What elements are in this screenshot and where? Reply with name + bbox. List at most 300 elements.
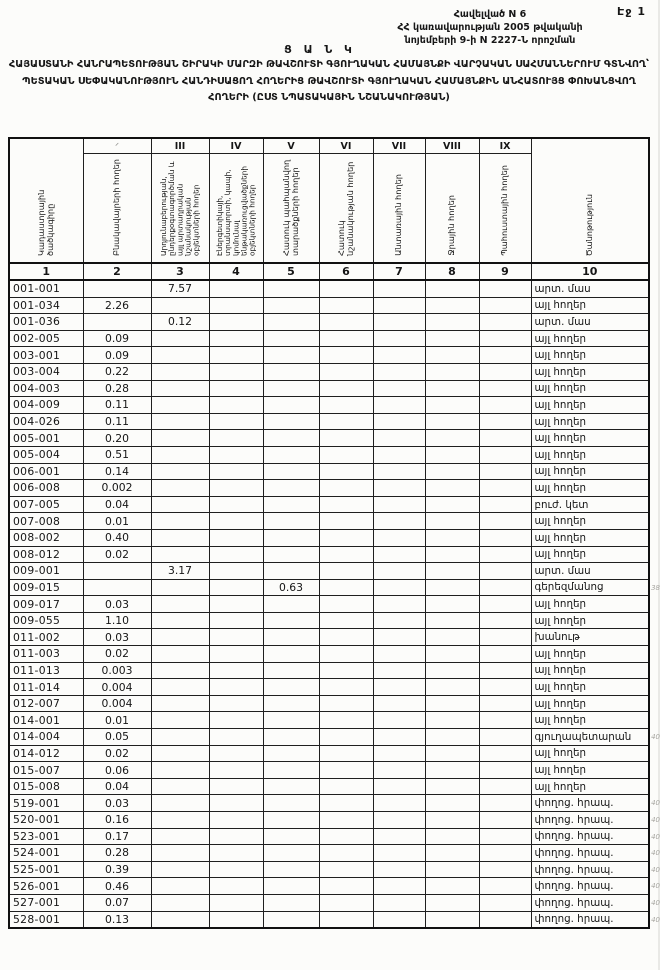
header-label: Էներգետիկայի, տրանսպորտի, կապի, կոմունալ ենթակառուցվածքների օբյեկտների հողեր [214, 165, 257, 256]
cell-industrial-area [151, 629, 209, 646]
cell-cadastral-code: 524-001 [9, 845, 83, 862]
cell-cadastral-code: 519-001 [9, 795, 83, 812]
cell-forest-area [373, 878, 425, 895]
cell-water-area [425, 878, 479, 895]
cell-cadastral-code: 009-017 [9, 596, 83, 613]
cell-note: այլ հողեր [531, 546, 649, 563]
cell-energy-area [209, 546, 263, 563]
cell-water-area [425, 778, 479, 795]
cell-special-area [319, 563, 373, 580]
cell-reserve-area [479, 695, 531, 712]
cell-cadastral-code: 009-015 [9, 579, 83, 596]
cell-water-area [425, 695, 479, 712]
cell-energy-area [209, 297, 263, 314]
smudge-mark: ⸍ [115, 142, 119, 150]
table-row [9, 297, 649, 314]
cell-protected-area [263, 413, 319, 430]
cell-water-area [425, 729, 479, 746]
cell-special-area [319, 297, 373, 314]
cell-residential-area: 0.09 [83, 347, 151, 364]
cell-industrial-area [151, 297, 209, 314]
cell-residential-area: 0.17 [83, 828, 151, 845]
cell-energy-area [209, 397, 263, 414]
table-row [9, 314, 649, 331]
cell-water-area [425, 662, 479, 679]
cell-special-area [319, 330, 373, 347]
cell-energy-area [209, 446, 263, 463]
cell-note: այլ հողեր [531, 646, 649, 663]
cell-residential-area [83, 563, 151, 580]
cell-energy-area [209, 513, 263, 530]
cell-energy-area [209, 712, 263, 729]
cell-protected-area [263, 894, 319, 911]
cell-industrial-area [151, 446, 209, 463]
cell-energy-area [209, 911, 263, 928]
cell-residential-area: 0.03 [83, 596, 151, 613]
table-row [9, 546, 649, 563]
column-number: 5 [263, 263, 319, 280]
column-number: 3 [151, 263, 209, 280]
table-row [9, 280, 649, 297]
cell-energy-area [209, 778, 263, 795]
cell-forest-area [373, 679, 425, 696]
cell-reserve-area [479, 646, 531, 663]
handwritten-margin-mark: 40 [651, 832, 660, 841]
cell-forest-area [373, 745, 425, 762]
cell-special-area [319, 347, 373, 364]
cell-energy-area [209, 894, 263, 911]
cell-reserve-area [479, 314, 531, 331]
cell-forest-area [373, 380, 425, 397]
cell-special-area [319, 845, 373, 862]
cell-special-area [319, 314, 373, 331]
cell-energy-area [209, 612, 263, 629]
cell-industrial-area [151, 861, 209, 878]
cell-water-area [425, 363, 479, 380]
cell-forest-area [373, 397, 425, 414]
cell-industrial-area [151, 894, 209, 911]
cell-energy-area [209, 413, 263, 430]
cell-residential-area: 0.02 [83, 546, 151, 563]
cell-forest-area [373, 662, 425, 679]
cell-note: փողոց. հրապ. 40 [531, 795, 649, 812]
cell-residential-area: 2.26 [83, 297, 151, 314]
cell-note: արտ. մաս [531, 563, 649, 580]
cell-reserve-area [479, 380, 531, 397]
cell-industrial-area [151, 380, 209, 397]
cell-special-area [319, 646, 373, 663]
header-label: Կադաստրային ծածկագիրը [36, 189, 56, 256]
cell-reserve-area [479, 861, 531, 878]
cell-protected-area [263, 629, 319, 646]
cell-energy-area [209, 695, 263, 712]
cell-residential-area: 0.14 [83, 463, 151, 480]
cell-cadastral-code: 520-001 [9, 812, 83, 829]
table-row [9, 861, 649, 878]
cell-special-area [319, 695, 373, 712]
cell-note: այլ հողեր [531, 529, 649, 546]
appendix-line: նոյեմբերի 9-ի N 2227-Ն որոշման [404, 35, 576, 46]
cell-industrial-area [151, 529, 209, 546]
cell-note: այլ հողեր [531, 380, 649, 397]
cell-reserve-area [479, 762, 531, 779]
cell-reserve-area [479, 280, 531, 297]
handwritten-margin-mark: 40 [651, 849, 660, 858]
cell-protected-area [263, 363, 319, 380]
cell-note: այլ հողեր [531, 778, 649, 795]
cell-cadastral-code: 006-008 [9, 480, 83, 497]
roman-cell: IV [209, 138, 263, 154]
cell-energy-area [209, 662, 263, 679]
cell-special-area [319, 729, 373, 746]
roman-cell: VI [319, 138, 373, 154]
table-row [9, 911, 649, 928]
cell-protected-area [263, 314, 319, 331]
roman-cell: VIII [425, 138, 479, 154]
cell-residential-area: 0.004 [83, 679, 151, 696]
cell-cadastral-code: 005-004 [9, 446, 83, 463]
cell-cadastral-code: 011-003 [9, 646, 83, 663]
cell-forest-area [373, 894, 425, 911]
header-special-purpose-lands [319, 154, 373, 264]
cell-water-area [425, 629, 479, 646]
document-title: ՀԱՅԱՍՏԱՆԻ ՀԱՆՐԱՊԵՏՈՒԹՅԱՆ ՇԻՐԱԿԻ ՄԱՐԶԻ ԹԱՎՇՈՒՏԻ ԳՅՈՒՂԱԿԱՆ ՀԱՄԱՅՆՔԻ ՎԱՐՉԱԿԱՆ ՍԱՀՄԱՆՆԵՐՈՒՄ ԳՏՆՎՈՂ՝ ՊԵՏԱԿԱՆ ՍԵՓԱԿԱՆՈՒԹՅՈՒՆ ՀԱՆԴԻՍԱՑՈՂ ՀՈՂԵՐԻՑ ԹԱՎՇՈՒՏԻ ԳՅՈՒՂԱԿԱՆ ՀԱՄԱՅՆՔԻՆ ԱՆՀԱՏՈՒՅՑ ՓՈԽԱՆՑՎՈՂ ՀՈՂԵՐԻ (ԸՍՏ ՆՊԱՏԱԿԱՅԻՆ ՆՇԱՆԱԿՈՒԹՅԱՆ) [8, 59, 650, 103]
cell-industrial-area [151, 612, 209, 629]
cell-reserve-area [479, 480, 531, 497]
cell-reserve-area [479, 629, 531, 646]
cell-industrial-area [151, 762, 209, 779]
cell-note: այլ հողեր [531, 397, 649, 414]
cell-residential-area: 0.06 [83, 762, 151, 779]
cell-water-area [425, 529, 479, 546]
cell-forest-area [373, 828, 425, 845]
cell-residential-area: 0.003 [83, 662, 151, 679]
table-row [9, 828, 649, 845]
table-row [9, 596, 649, 613]
cell-forest-area [373, 496, 425, 513]
cell-industrial-area: 7.57 [151, 280, 209, 297]
cell-protected-area [263, 745, 319, 762]
cell-note: արտ. մաս [531, 280, 649, 297]
header-label: Հատուկ պահպանվող տարածքների հողեր [280, 159, 300, 256]
cell-note: փողոց. հրապ. 40 [531, 894, 649, 911]
header-label: Անտառային հողեր [393, 174, 404, 256]
handwritten-margin-mark: 40 [651, 733, 660, 742]
cell-note: խանութ [531, 629, 649, 646]
cell-special-area [319, 413, 373, 430]
cell-industrial-area [151, 413, 209, 430]
cell-cadastral-code: 001-001 [9, 280, 83, 297]
cell-special-area [319, 894, 373, 911]
cell-water-area [425, 513, 479, 530]
cell-protected-area [263, 563, 319, 580]
cell-note: այլ հողեր [531, 695, 649, 712]
cell-industrial-area [151, 745, 209, 762]
cell-water-area [425, 596, 479, 613]
cell-note: այլ հողեր [531, 612, 649, 629]
cell-energy-area [209, 280, 263, 297]
cell-residential-area: 0.02 [83, 745, 151, 762]
table-row [9, 629, 649, 646]
cell-industrial-area [151, 878, 209, 895]
cell-reserve-area [479, 596, 531, 613]
cell-protected-area [263, 828, 319, 845]
cell-note: այլ հողեր [531, 430, 649, 447]
cell-cadastral-code: 008-012 [9, 546, 83, 563]
cell-cadastral-code: 003-004 [9, 363, 83, 380]
cell-water-area [425, 546, 479, 563]
table-row [9, 878, 649, 895]
cell-reserve-area [479, 812, 531, 829]
cell-residential-area: 0.11 [83, 397, 151, 414]
column-number: 10 [531, 263, 649, 280]
table-row [9, 480, 649, 497]
cell-industrial-area [151, 430, 209, 447]
cell-reserve-area [479, 579, 531, 596]
cell-reserve-area [479, 778, 531, 795]
cell-forest-area [373, 347, 425, 364]
cell-energy-area [209, 828, 263, 845]
cell-energy-area [209, 745, 263, 762]
cell-energy-area [209, 430, 263, 447]
cell-note: այլ հողեր [531, 480, 649, 497]
roman-cell: VII [373, 138, 425, 154]
header-forest-lands [373, 154, 425, 264]
cell-special-area [319, 762, 373, 779]
cell-protected-area [263, 596, 319, 613]
cell-water-area [425, 579, 479, 596]
cell-residential-area [83, 280, 151, 297]
table-row [9, 729, 649, 746]
column-number-row [9, 263, 649, 280]
table-row [9, 397, 649, 414]
header-water-lands [425, 154, 479, 264]
cell-industrial-area [151, 845, 209, 862]
cell-special-area [319, 579, 373, 596]
cell-protected-area [263, 546, 319, 563]
cell-cadastral-code: 009-055 [9, 612, 83, 629]
handwritten-margin-mark: 40 [651, 915, 660, 924]
cell-forest-area [373, 612, 425, 629]
cell-industrial-area [151, 347, 209, 364]
cell-note: փողոց. հրապ. 40 [531, 861, 649, 878]
cell-forest-area [373, 579, 425, 596]
cell-note: փողոց. հրապ. 40 [531, 812, 649, 829]
cell-cadastral-code: 014-012 [9, 745, 83, 762]
cell-reserve-area [479, 430, 531, 447]
cell-residential-area: 0.07 [83, 894, 151, 911]
cell-cadastral-code: 004-026 [9, 413, 83, 430]
cell-cadastral-code: 014-004 [9, 729, 83, 746]
cell-special-area [319, 679, 373, 696]
table-body [9, 280, 660, 928]
cell-protected-area [263, 845, 319, 862]
cell-water-area [425, 463, 479, 480]
cell-cadastral-code: 006-001 [9, 463, 83, 480]
header-label: Պահուստային հողեր [499, 165, 510, 256]
cell-protected-area [263, 612, 319, 629]
cell-note: արտ. մաս [531, 314, 649, 331]
cell-water-area [425, 413, 479, 430]
cell-protected-area [263, 430, 319, 447]
cell-protected-area [263, 778, 319, 795]
cell-note: այլ հողեր [531, 363, 649, 380]
cell-cadastral-code: 012-007 [9, 695, 83, 712]
cell-protected-area [263, 397, 319, 414]
cell-note: բուժ. կետ [531, 496, 649, 513]
cell-cadastral-code: 001-036 [9, 314, 83, 331]
cell-note: փողոց. հրապ. 40 [531, 845, 649, 862]
cell-forest-area [373, 762, 425, 779]
header-reserve-lands [479, 154, 531, 264]
roman-cell: V [263, 138, 319, 154]
header-industrial-lands [151, 154, 209, 264]
cell-special-area [319, 546, 373, 563]
cell-protected-area [263, 347, 319, 364]
cell-residential-area: 0.002 [83, 480, 151, 497]
cell-note: գերեզմանոց 38 [531, 579, 649, 596]
cell-cadastral-code: 009-001 [9, 563, 83, 580]
cell-forest-area [373, 446, 425, 463]
cell-note: այլ հողեր [531, 712, 649, 729]
cell-industrial-area [151, 812, 209, 829]
cell-energy-area [209, 563, 263, 580]
cell-forest-area [373, 280, 425, 297]
cell-residential-area: 0.20 [83, 430, 151, 447]
column-number: 6 [319, 263, 373, 280]
cell-protected-area [263, 330, 319, 347]
cell-industrial-area [151, 513, 209, 530]
header-label: Արդյունաբերության, ընդերքօգտագործման և այլ արտադրական նշանակության օբյեկտների հողեր [158, 161, 201, 256]
cell-cadastral-code: 523-001 [9, 828, 83, 845]
cell-residential-area: 0.13 [83, 911, 151, 928]
cell-cadastral-code: 008-002 [9, 529, 83, 546]
table-row [9, 446, 649, 463]
cell-special-area [319, 446, 373, 463]
cell-special-area [319, 363, 373, 380]
cell-industrial-area [151, 363, 209, 380]
cell-industrial-area [151, 911, 209, 928]
cell-water-area [425, 795, 479, 812]
cell-forest-area [373, 363, 425, 380]
cell-energy-area [209, 729, 263, 746]
cell-protected-area [263, 762, 319, 779]
cell-forest-area [373, 529, 425, 546]
cell-note: այլ հողեր [531, 745, 649, 762]
cell-reserve-area [479, 845, 531, 862]
cell-forest-area [373, 712, 425, 729]
cell-cadastral-code: 528-001 [9, 911, 83, 928]
cell-protected-area [263, 529, 319, 546]
cell-energy-area [209, 347, 263, 364]
cell-note: այլ հողեր [531, 446, 649, 463]
cell-special-area [319, 280, 373, 297]
table-row [9, 745, 649, 762]
cell-reserve-area [479, 347, 531, 364]
cell-forest-area [373, 413, 425, 430]
table-row [9, 347, 649, 364]
cell-water-area [425, 430, 479, 447]
cell-special-area [319, 828, 373, 845]
cell-special-area [319, 430, 373, 447]
cell-special-area [319, 463, 373, 480]
table-row [9, 845, 649, 862]
cell-energy-area [209, 363, 263, 380]
roman-cell: IX [479, 138, 531, 154]
cell-water-area [425, 496, 479, 513]
cell-residential-area: 0.39 [83, 861, 151, 878]
cell-industrial-area: 3.17 [151, 563, 209, 580]
handwritten-margin-mark: 40 [651, 882, 660, 891]
cell-special-area [319, 513, 373, 530]
cell-industrial-area [151, 330, 209, 347]
table-row [9, 513, 649, 530]
cell-industrial-area [151, 463, 209, 480]
cell-energy-area [209, 878, 263, 895]
cell-industrial-area [151, 579, 209, 596]
cell-energy-area [209, 529, 263, 546]
cell-energy-area [209, 762, 263, 779]
cell-residential-area: 0.46 [83, 878, 151, 895]
cell-water-area [425, 314, 479, 331]
cell-water-area [425, 845, 479, 862]
cell-cadastral-code: 011-014 [9, 679, 83, 696]
cell-reserve-area [479, 828, 531, 845]
cell-reserve-area [479, 463, 531, 480]
handwritten-margin-mark: 40 [651, 865, 660, 874]
cell-cadastral-code: 525-001 [9, 861, 83, 878]
cell-protected-area [263, 446, 319, 463]
page-number-label: Էջ 1 [617, 5, 646, 18]
cell-reserve-area [479, 679, 531, 696]
cell-energy-area [209, 380, 263, 397]
cell-reserve-area [479, 894, 531, 911]
cell-note: այլ հողեր [531, 330, 649, 347]
handwritten-margin-mark: 40 [651, 898, 660, 907]
cell-industrial-area: 0.12 [151, 314, 209, 331]
cell-reserve-area [479, 529, 531, 546]
table-row [9, 712, 649, 729]
header-protected-lands [263, 154, 319, 264]
cell-residential-area: 0.02 [83, 646, 151, 663]
table-row [9, 679, 649, 696]
cell-industrial-area [151, 662, 209, 679]
cell-note: փողոց. հրապ. 40 [531, 828, 649, 845]
cell-reserve-area [479, 563, 531, 580]
cell-forest-area [373, 695, 425, 712]
handwritten-margin-mark: 40 [651, 816, 660, 824]
cell-water-area [425, 828, 479, 845]
cell-forest-area [373, 480, 425, 497]
cell-residential-area: 0.05 [83, 729, 151, 746]
table-row [9, 380, 649, 397]
cell-residential-area [83, 314, 151, 331]
cell-forest-area [373, 430, 425, 447]
cell-forest-area [373, 463, 425, 480]
cell-residential-area: 0.004 [83, 695, 151, 712]
cell-residential-area: 0.22 [83, 363, 151, 380]
cell-special-area [319, 662, 373, 679]
cell-special-area [319, 812, 373, 829]
cell-protected-area [263, 463, 319, 480]
cell-protected-area [263, 695, 319, 712]
cell-forest-area [373, 546, 425, 563]
cell-energy-area [209, 330, 263, 347]
cell-note: այլ հողեր [531, 347, 649, 364]
cell-water-area [425, 612, 479, 629]
cell-water-area [425, 646, 479, 663]
appendix-reference-block [330, 8, 650, 47]
